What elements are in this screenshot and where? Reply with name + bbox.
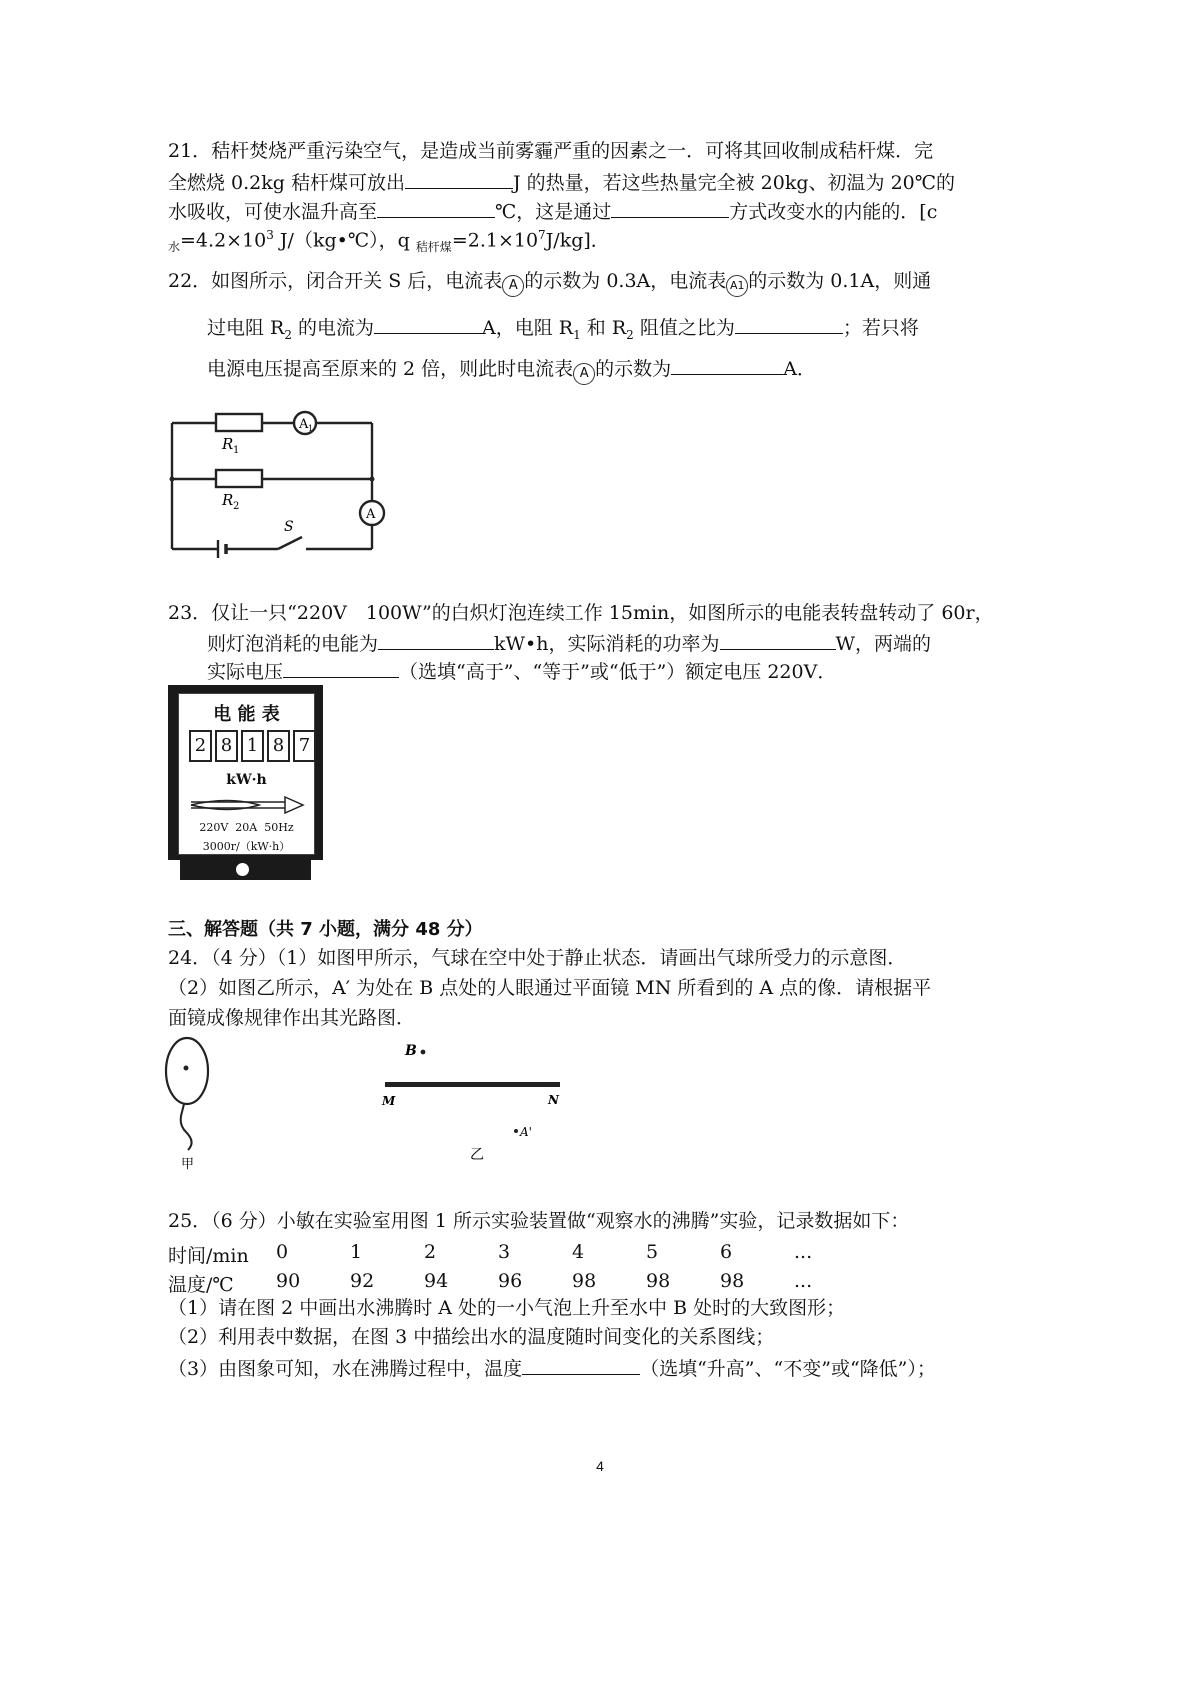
meter-digit: 1 [241,730,264,762]
ammeter-a-icon: A [502,275,524,297]
q24-line1: 24．（4 分）（1）如图甲所示，气球在空中处于静止状态．请画出气球所受力的示意图． [168,947,907,969]
meter-unit: kW·h [226,772,267,788]
answer-blank[interactable] [671,357,783,375]
a-label: A [366,507,376,522]
meter-base [180,860,311,880]
circuit-diagram [160,395,400,560]
answer-blank[interactable] [378,632,494,650]
table-cell: ... [794,1241,813,1263]
svg-text:2: 2 [233,501,240,512]
ammeter-a1-icon: A1 [726,275,748,297]
section-heading: 三、解答题（共 7 小题，满分 48 分） [168,919,483,940]
q21-line2: 全燃烧 0.2kg 秸杆煤可放出 J 的热量，若这些热量完全被 20kg、初温为 20℃的 [168,172,956,194]
table-cell: 96 [498,1270,523,1292]
fig-label-jia: 甲 [181,1157,195,1172]
q22-line2: 过电阻 $R_2$ 的电流为 A，电阻 $R_1$ 和 $R_2$ 阻值之比为 ；若只将 [207,317,919,342]
r2-label: R [222,491,234,509]
table-cell: 90 [276,1270,301,1292]
meter-digit: 7 [293,730,316,762]
table-cell: 98 [572,1270,597,1292]
answer-blank[interactable] [374,316,482,334]
q22-line3: 电源电压提高至原来的 2 倍，则此时电流表 A 的示数为 A． [207,357,816,385]
q23-line3: 实际电压 （选填“高于”、“等于”或“低于”）额定电压 220V． [207,661,837,683]
q24-line2: （2）如图乙所示，A′ 为处在 B 点处的人眼通过平面镜 MN 所看到的 A 点的像．请根据平 [168,977,932,999]
table-cell: 3 [498,1241,511,1263]
page-number: 4 [596,1458,604,1474]
mirror-figure [370,1040,580,1170]
q21-line4: $_水=4.2\times 10^3$ J/（kg•℃），q $_{秸杆煤}=2.1\times 10^7J/kg$]． [168,228,610,255]
answer-blank[interactable] [377,200,495,218]
q25-sub1: （1）请在图 2 中画出水沸腾时 A 处的一小气泡上升至水中 B 处时的大致图形； [168,1297,846,1319]
table-cell: 94 [424,1270,449,1292]
a1-label: A [299,417,309,432]
meter-spec: 220V 20A 50Hz [199,821,294,834]
point-b-label: B [405,1043,417,1059]
q23-line2: 则灯泡消耗的电能为 kW•h，实际消耗的功率为 W，两端的 [207,633,932,655]
q22-line1: 22．如图所示，闭合开关 S 后，电流表 A 的示数为 0.3A，电流表 A1 的示数为 0.1A，则通 [168,272,931,297]
svg-text:1: 1 [308,424,314,433]
meter-digit: 2 [189,730,212,762]
answer-blank[interactable] [283,660,399,678]
q25-sub3: （3）由图象可知，水在沸腾过程中，温度 （选填“升高”、“不变”或“降低”）； [168,1358,936,1380]
table-row-label: 时间/min [168,1245,249,1267]
table-cell: 5 [646,1241,659,1263]
table-cell: 98 [646,1270,671,1292]
fig-label-yi: 乙 [470,1147,484,1163]
table-cell: ... [794,1270,813,1292]
answer-blank[interactable] [522,1357,640,1375]
meter-digits [189,730,316,762]
q23-line1: 23．仅让一只“220V 100W”的白炽灯泡连续工作 15min，如图所示的电能表转盘转动了 60r， [168,602,994,624]
mirror-n-label: N [548,1093,559,1107]
table-cell: 1 [350,1241,363,1263]
energy-meter [168,685,323,860]
meter-digit: 8 [267,730,290,762]
ammeter-a-icon: A [573,363,595,385]
table-cell: 98 [720,1270,745,1292]
answer-blank[interactable] [720,632,836,650]
switch-label: S [284,519,294,535]
answer-blank[interactable] [735,316,843,334]
q25-sub2: （2）利用表中数据，在图 3 中描绘出水的温度随时间变化的关系图线； [168,1326,775,1348]
table-cell: 6 [720,1241,733,1263]
meter-digit: 8 [215,730,238,762]
r1-label: R [222,435,234,453]
table-cell: 4 [572,1241,585,1263]
mirror-m-label: M [382,1094,396,1108]
point-a-prime-label: A' [520,1125,532,1139]
meter-arrow-icon [189,794,307,816]
table-cell: 0 [276,1241,289,1263]
table-cell: 2 [424,1241,437,1263]
table-cell: 92 [350,1270,375,1292]
meter-rate: 3000r/（kW·h） [202,840,291,853]
meter-title: 电 能 表 [213,704,280,725]
svg-text:1: 1 [233,445,240,456]
answer-blank[interactable] [611,200,729,218]
q21-line1: 21．秸杆焚烧严重污染空气，是造成当前雾霾严重的因素之一．可将其回收制成秸杆煤．完 [168,140,934,162]
q24-line3: 面镜成像规律作出其光路图． [168,1007,416,1029]
q25-line1: 25．（6 分）小敏在实验室用图 1 所示实验装置做“观察水的沸腾”实验，记录数据如下： [168,1210,910,1232]
answer-blank[interactable] [405,171,513,189]
table-row-label: 温度/℃ [168,1274,234,1296]
q21-line3: 水吸收，可使水温升高至 ℃，这是通过 方式改变水的内能的．[c [168,201,938,223]
balloon-figure [160,1032,240,1172]
